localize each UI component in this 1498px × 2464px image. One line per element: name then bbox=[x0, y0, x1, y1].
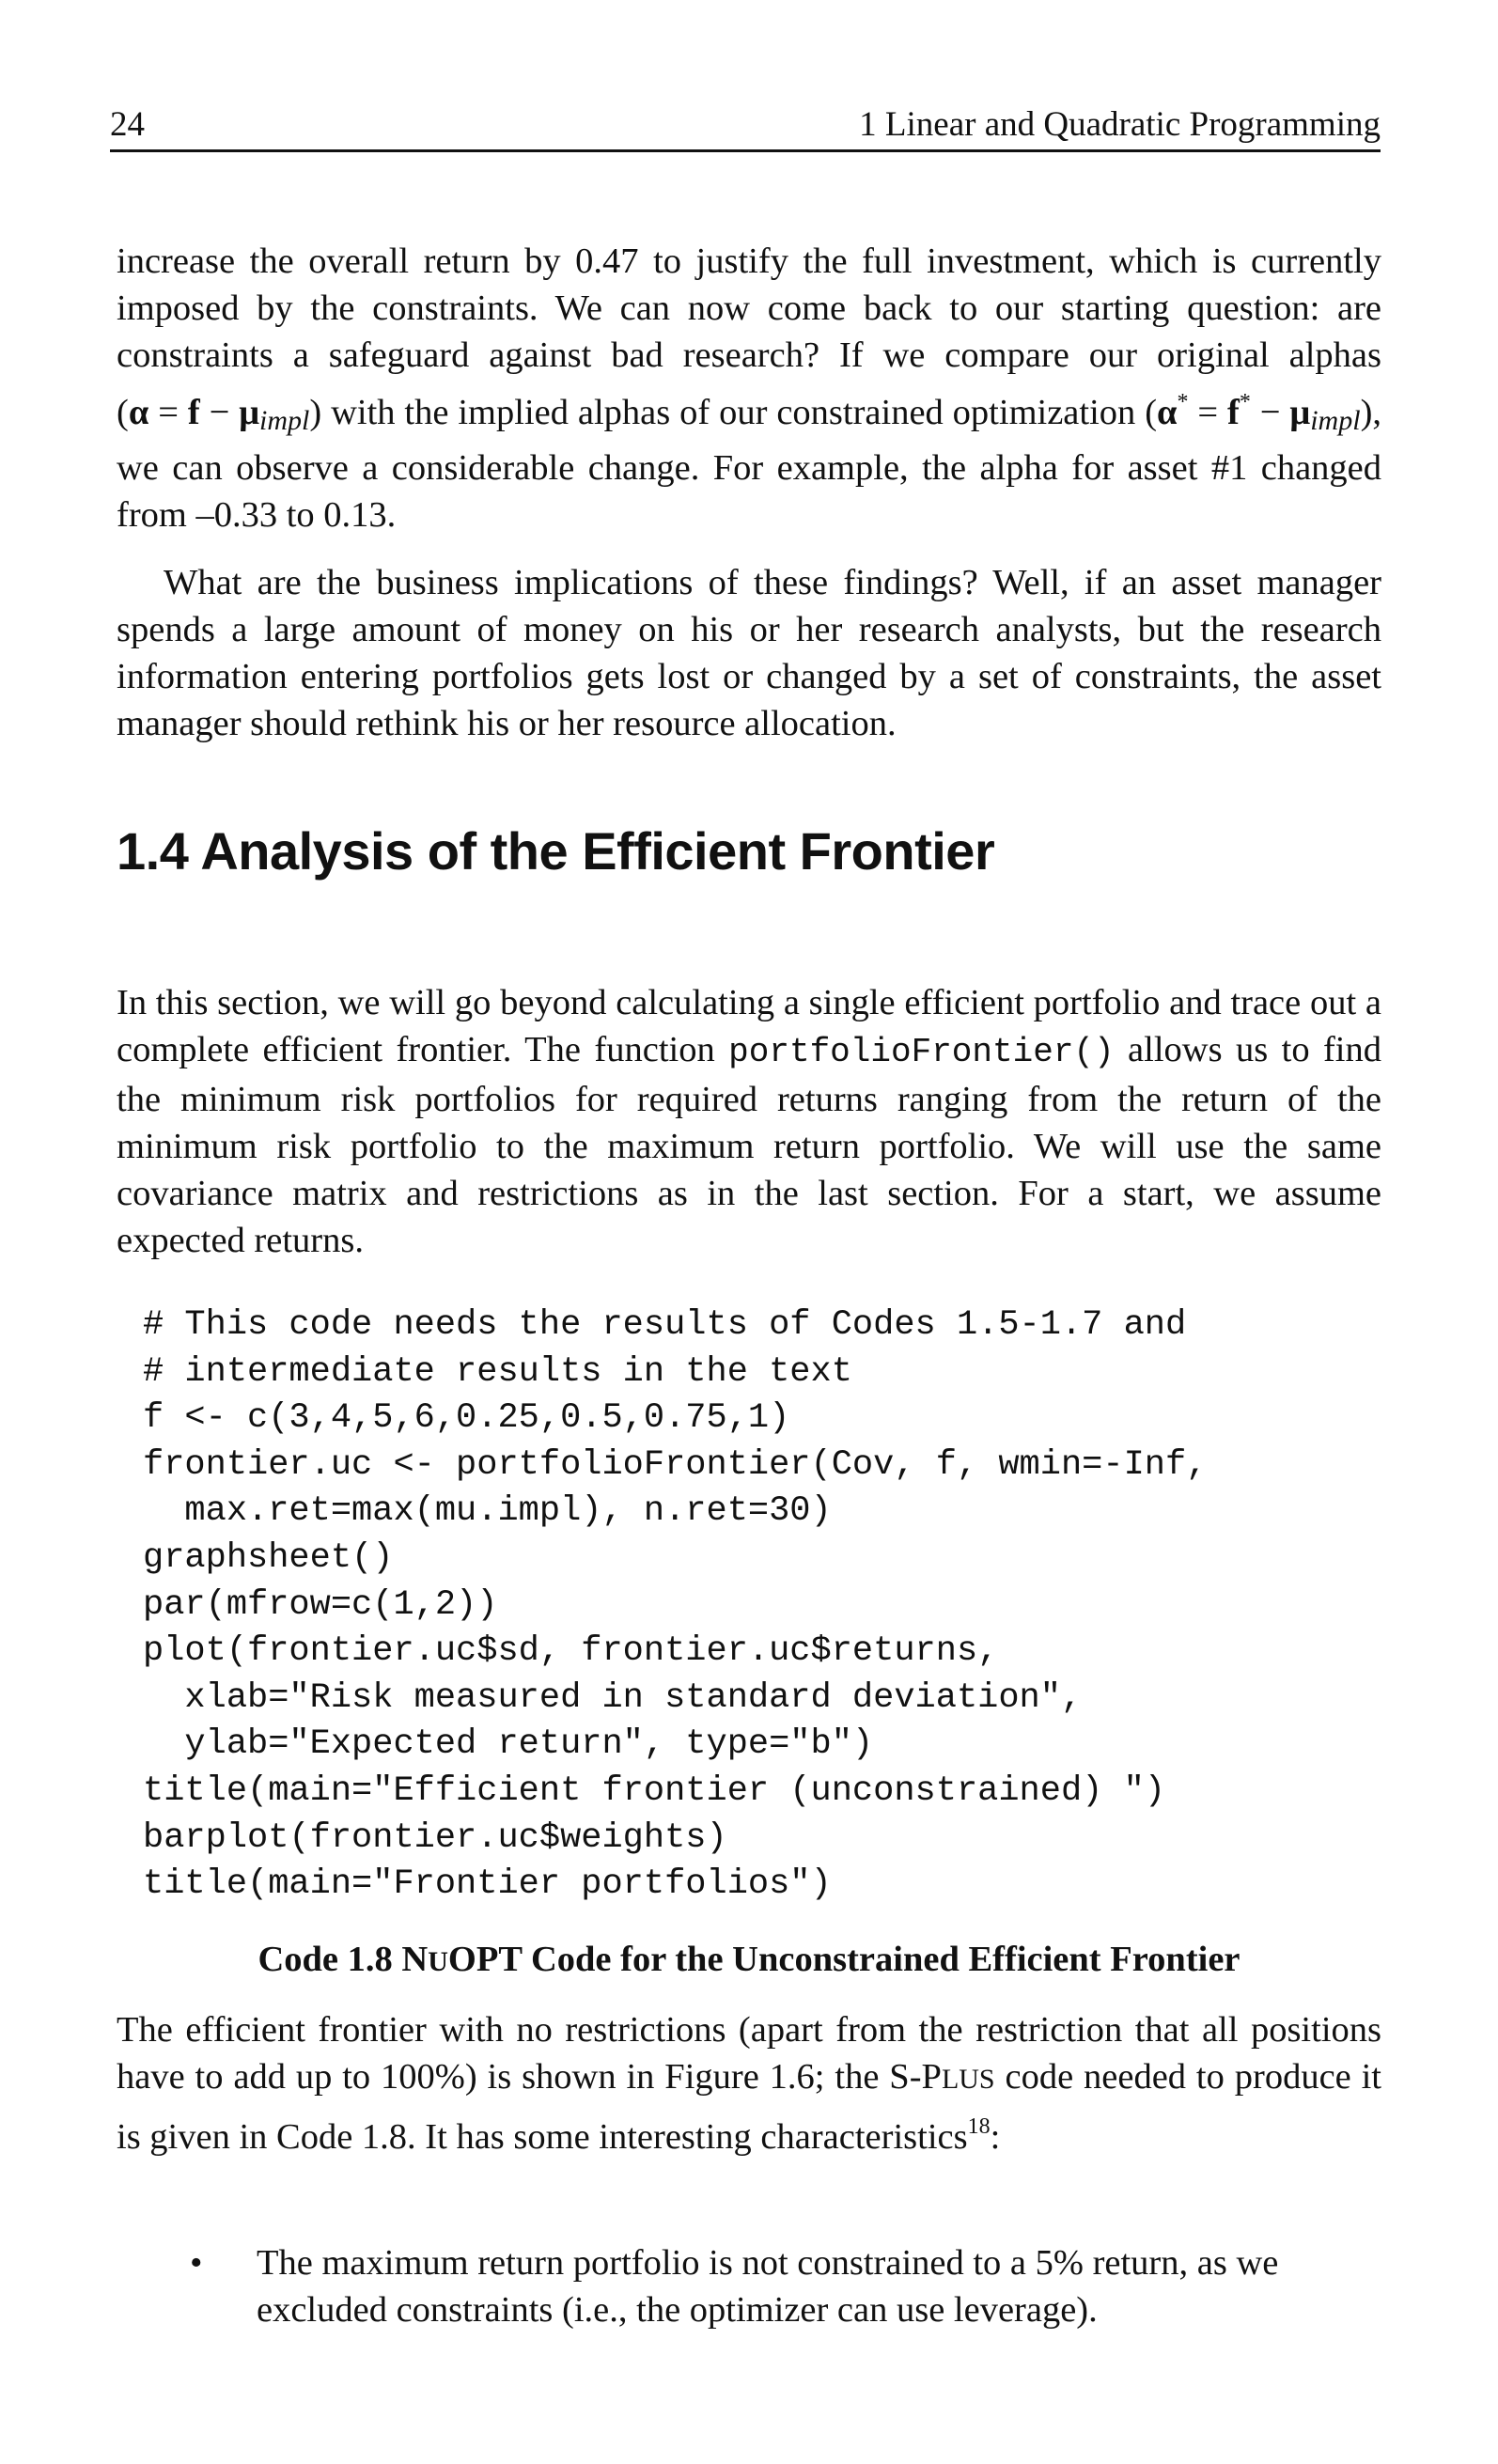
inline-code-function: portfolioFrontier() bbox=[728, 1033, 1115, 1071]
paragraph-constraints-alphas bbox=[117, 238, 1381, 538]
running-header bbox=[110, 97, 1381, 152]
paragraph-business-implications: What are the business implications of these findings? Well, if an asset manager spends a large amount of money on his or her research analysts, but the research information entering portfolios gets lost or changed by a set of constraints, the asset manager should rethink his or her resource allocation. bbox=[117, 563, 1381, 743]
running-title: 1 Linear and Quadratic Programming bbox=[859, 105, 1381, 144]
code-caption: Code 1.8 NUOPT Code for the Unconstrained Efficient Frontier bbox=[257, 1940, 1241, 1979]
bullet-marker: • bbox=[190, 2243, 203, 2283]
para3-text-1: In this section, we will go beyond calculating a single efficient portfolio and trace out a complete efficient frontier. The function bbox=[117, 983, 1381, 1069]
code-block: # This code needs the results of Codes 1.5-1.7 and # intermediate results in the text f <- c(3,4,5,6,0.25,0.5,0.75,1) frontier.uc <- portfolioFrontier(Cov, f, wmin=-Inf, max.ret=max(mu.impl), n.ret=30) graphsheet() par(mfrow=c(1,2)) plot(frontier.uc$sd, frontier.uc$returns, xlab="Risk measured in standard deviation", ylab="Expected return", type="b") title(main="Efficient frontier (unconstrained) ") barplot(frontier.uc$weights) title(main="Frontier portfolios") bbox=[143, 1305, 1208, 1905]
section-heading: 1.4 Analysis of the Efficient Frontier bbox=[117, 821, 995, 881]
para1-text-3: we can observe a considerable change. For example, the alpha for asset #1 changed from –0.33 to 0.13. bbox=[117, 448, 1381, 535]
para1-text-2: with the implied alphas of our constrained optimization bbox=[321, 393, 1146, 432]
paragraph-frontier-characteristics: The efficient frontier with no restrictions (apart from the restriction that all positions have to add up to 100%) is shown in Figure 1.6; the S-PLUS code needed to produce it is given in Code 1.8. It has some interesting characteristics$^{18}$: bbox=[117, 2010, 1382, 2157]
footnote-marker: 18 bbox=[967, 2114, 991, 2139]
page-number: 24 bbox=[110, 105, 145, 144]
paragraph-frontier-intro bbox=[117, 979, 1381, 1264]
para1-text-1: increase the overall return by 0.47 to justify the full investment, which is currently imposed by the constraints. We can now come back to our starting question: are constraints a safeguard against bad research? If we compare our original alphas bbox=[117, 242, 1381, 375]
bullet-text: The maximum return portfolio is not constrained to a 5% return, as we excluded constraints (i.e., the optimizer can use leverage). bbox=[257, 2243, 1279, 2330]
alpha-formula: (α = f − μimpl) bbox=[117, 393, 322, 436]
implied-alpha-formula: (α* = f* − μimpl), bbox=[1145, 390, 1382, 436]
para3-text-2: allows us to find the minimum risk portfolios for required returns ranging from the return of the minimum risk portfolio to the maximum return portfolio. We will use the same covariance matrix and restrictions as in the last section. For a start, we assume expected returns. bbox=[117, 1030, 1382, 1260]
